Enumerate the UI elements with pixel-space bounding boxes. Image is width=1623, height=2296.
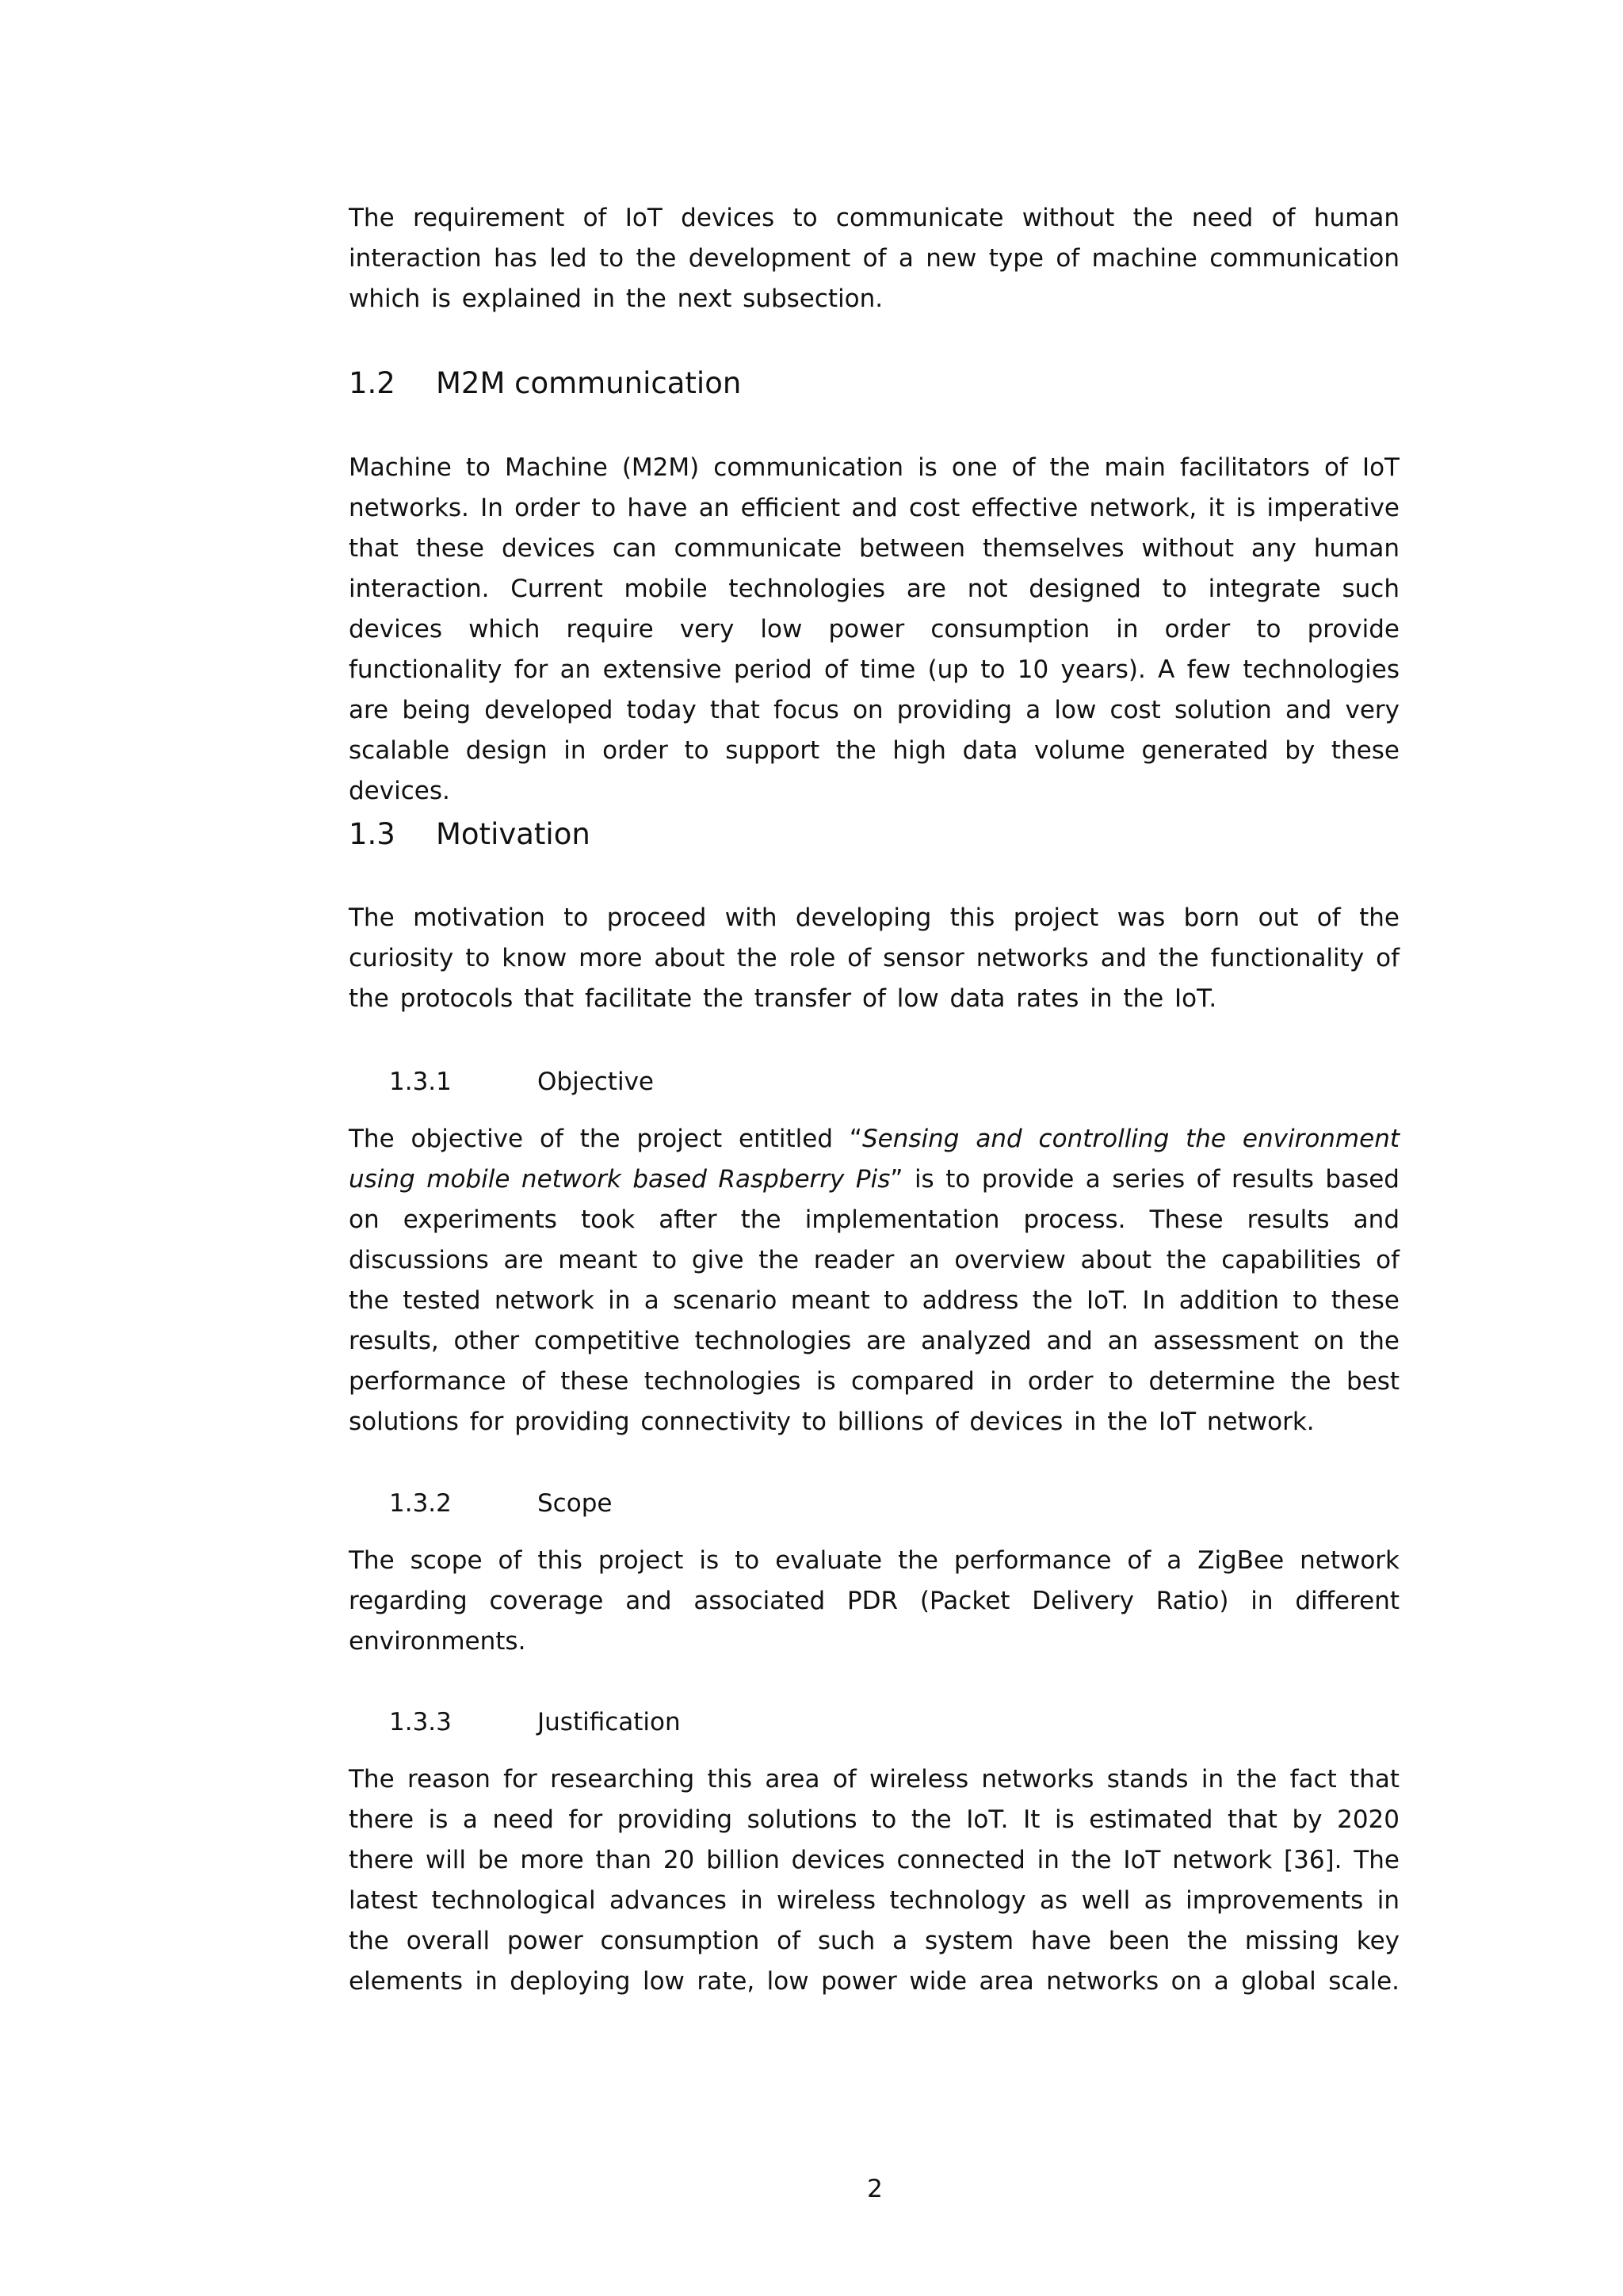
motivation-paragraph: The motivation to proceed with developing this project was born out of the curiosity to know more about the role of sensor networks and the functionality of the protocols that facilitate the transfer of low data rates in the IoT. (349, 904, 1400, 1013)
objective-text-after: ” is to provide a series of results based on experiments took after the implementation process. These results and discussions are meant to give the reader an overview about the capabilities of the tested network in a scenario meant to address the IoT. In addition to these results, other competitive technologies are analyzed and an assessment on the performance of these technologies is compared in order to determine the best solutions for providing connectivity to billions of devices in the IoT network. (349, 1165, 1400, 1436)
section-title: Motivation (436, 817, 590, 851)
section-heading-motivation (349, 816, 590, 854)
justification-paragraph: The reason for researching this area of wireless networks stands in the fact that there is a need for providing solutions to the IoT. It is estimated that by 2020 there will be more than 20 billion devices connected in the IoT network [36]. The latest technological advances in wireless technology as well as improvements in the overall power consumption of such a system have been the missing key elements in deploying low rate, low power wide area networks on a global scale. (349, 1765, 1400, 1996)
subsection-number: 1.3.3 (389, 1708, 452, 1736)
project-title: Sensing and controlling the environment using mobile network based Raspberry Pis (349, 1125, 1400, 1194)
page-number: 2 (867, 2175, 883, 2203)
section-number: 1.3 (349, 817, 395, 851)
objective-paragraph (349, 1119, 1400, 1442)
subsection-number: 1.3.1 (389, 1068, 452, 1096)
subsection-title: Justification (537, 1708, 681, 1736)
m2m-paragraph: Machine to Machine (M2M) communication is one of the main facilitators of IoT networks. In order to have an efficient and cost effective network, it is imperative that these devices can communicate between themselves without any human interaction. Current mobile technologies are not designed to integrate such devices which require very low power consumption in order to provide functionality for an extensive period of time (up to 10 years). A few technologies are being developed today that focus on providing a low cost solution and very scalable design in order to support the high data volume generated by these devices. (349, 453, 1400, 805)
objective-text-before: The objective of the project entitled “ (349, 1125, 862, 1153)
intro-paragraph: The requirement of IoT devices to communicate without the need of human interaction has led to the development of a new type of machine communication which is explained in the next subsection. (349, 204, 1400, 313)
section-heading-m2m (349, 365, 741, 403)
scope-paragraph: The scope of this project is to evaluate the performance of a ZigBee network regarding coverage and associated PDR (Packet Delivery Ratio) in different environments. (349, 1546, 1400, 1656)
subsection-title: Objective (537, 1068, 654, 1096)
subsection-heading-justification (389, 1706, 681, 1739)
subsection-heading-objective (389, 1065, 654, 1098)
section-number: 1.2 (349, 366, 395, 400)
subsection-number: 1.3.2 (389, 1489, 452, 1518)
section-title: M2M communication (436, 366, 742, 400)
subsection-title: Scope (537, 1489, 613, 1518)
subsection-heading-scope (389, 1487, 612, 1520)
